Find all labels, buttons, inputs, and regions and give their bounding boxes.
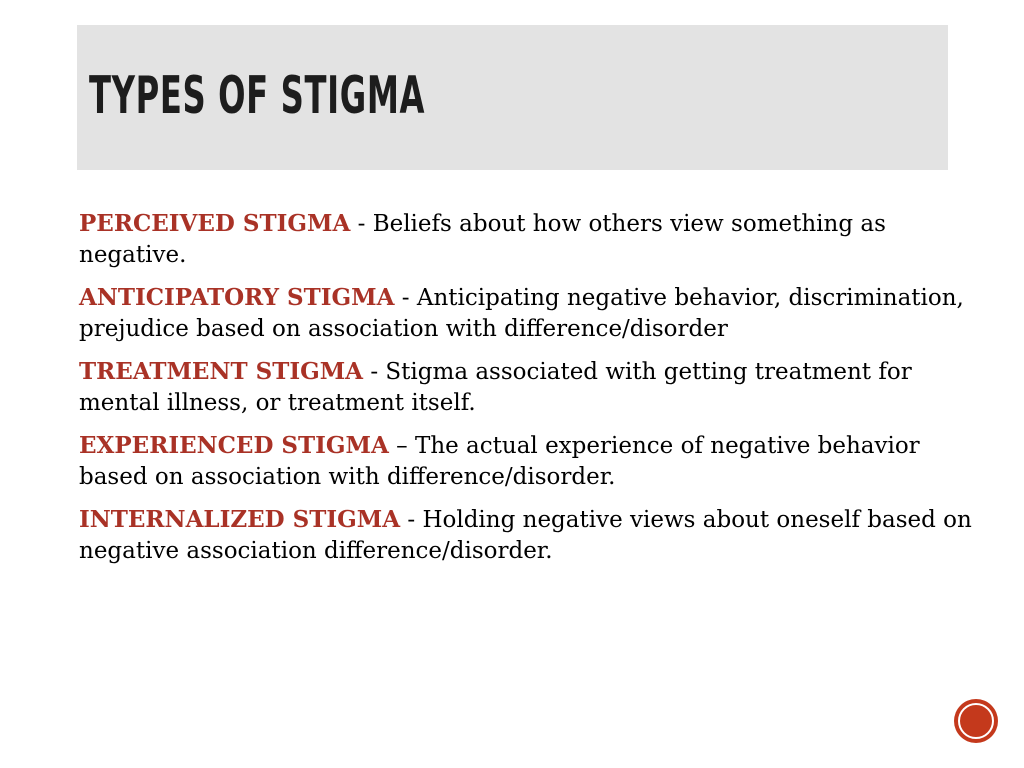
slide-title: TYPES OF STIGMA <box>89 66 426 126</box>
item-term: TREATMENT STIGMA <box>79 358 364 385</box>
item-term: EXPERIENCED STIGMA <box>79 432 389 459</box>
item-term: ANTICIPATORY STIGMA <box>79 284 395 311</box>
list-item <box>79 504 994 567</box>
list-item <box>79 356 994 419</box>
slide-nav-circle-icon[interactable] <box>954 699 998 743</box>
list-item <box>79 430 994 493</box>
item-description: – The actual experience of negative behavior based on association with difference/disorder. <box>79 433 920 490</box>
list-item <box>79 208 994 271</box>
stigma-list <box>79 208 994 578</box>
item-term: INTERNALIZED STIGMA <box>79 506 401 533</box>
list-item <box>79 282 994 345</box>
item-term: PERCEIVED STIGMA <box>79 210 351 237</box>
item-description: - Stigma associated with getting treatment for mental illness, or treatment itself. <box>79 359 912 416</box>
item-description: - Beliefs about how others view something as negative. <box>79 211 886 268</box>
nav-ring <box>958 703 994 739</box>
item-description: - Holding negative views about oneself based on negative association difference/disorder. <box>79 507 972 564</box>
item-description: - Anticipating negative behavior, discrimination, prejudice based on association with difference/disorder <box>79 285 964 342</box>
